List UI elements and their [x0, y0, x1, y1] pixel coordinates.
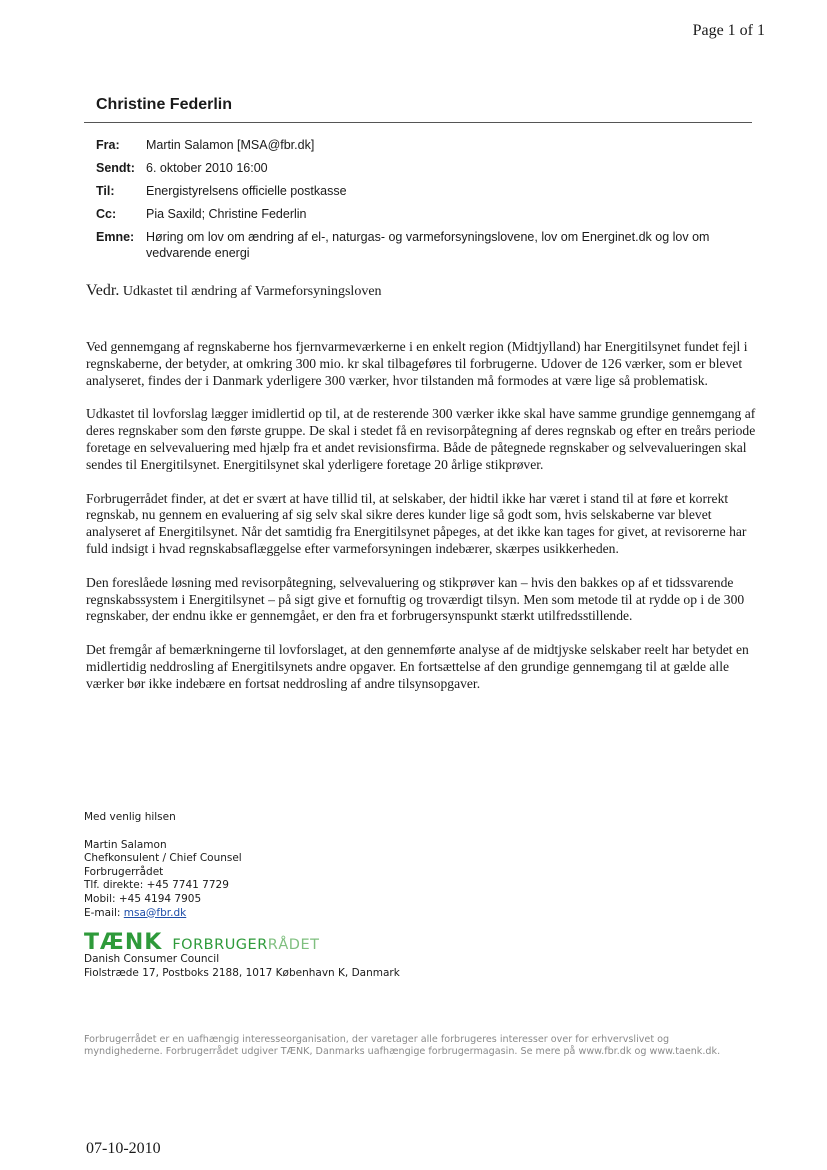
signature-title: Chefkonsulent / Chief Counsel	[84, 852, 242, 865]
header-value: Martin Salamon [MSA@fbr.dk]	[146, 138, 315, 152]
logo-raadet: RÅDET	[267, 937, 320, 953]
header-label: Fra:	[96, 138, 120, 152]
header-label: Emne:	[96, 230, 135, 244]
email-headers	[96, 137, 746, 268]
header-value: Energistyrelsens officielle postkasse	[146, 184, 347, 198]
body-paragraph: Den foreslåede løsning med revisorpåtegning, selvevaluering og stikprøver kan – hvis den bakkes op af et tidssvarende regnskabssystem i Energitilsynet – på sigt give et fornuftig og troværdigt tilsyn. Men som metode til at rydde op i de 300 regnskaber, der endnu ikke er gennemgået, er den fra et forbrugersynspunkt stærkt utilfredsstillende.	[86, 574, 745, 624]
header-label: Cc:	[96, 207, 117, 221]
org-english-name: Danish Consumer Council	[84, 953, 220, 965]
date-stamp: 07-10-2010	[86, 1140, 161, 1157]
page-number: Page 1 of 1	[692, 22, 765, 39]
subject-text: Udkastet til ændring af Varmeforsyningsloven	[122, 284, 382, 299]
org-address: Fiolstræde 17, Postboks 2188, 1017 København K, Danmark	[84, 966, 400, 979]
body-paragraph: Det fremgår af bemærkningerne til lovforslaget, at den gennemførte analyse af de midtjyske selskaber reelt har betydet en midlertidig neddrosling af Energitilsynets andre opgaver. En fortsættelse af den grundige gennemgang til at gælde alle værker bør ikke indebære en fortsat neddrosling af andre tilsynsopgaver.	[86, 642, 749, 691]
letter-subject	[86, 282, 382, 300]
signature-name: Martin Salamon	[84, 838, 167, 851]
header-subject	[96, 229, 746, 261]
signature-mobile: Mobil: +45 4194 7905	[84, 892, 202, 905]
header-sent	[96, 160, 746, 176]
signature-block	[84, 811, 684, 920]
signature-phone: Tlf. direkte: +45 7741 7729	[84, 879, 229, 892]
organization-info	[84, 953, 400, 980]
signature-greeting: Med venlig hilsen	[84, 811, 176, 823]
email-link[interactable]: msa@fbr.dk	[123, 906, 187, 919]
signature-org: Forbrugerrådet	[84, 865, 164, 878]
sender-name: Christine Federlin	[96, 96, 233, 113]
letter-body	[86, 339, 766, 710]
logo-forbruger: FORBRUGER	[172, 937, 268, 953]
forbrugerraadet-logo-text	[172, 937, 319, 953]
header-label: Sendt:	[96, 161, 135, 175]
body-paragraph: Forbrugerrådet finder, at det er svært at have tillid til, at selskaber, der hidtil ikke har været i stand til at føre et korrekt regnskab, nu gennem en evaluering af sig selv skal sikre deres kunder lige så godt som, hvis selskaberne var blevet analyseret af Energitilsynet. Når det samtidig fra Energitilsynet påpeges, at det ikke kan tages for givet, at revisorerne har fuld indsigt i hvad regnskabsaflæggelse efter varmeforsyningen indebærer, skærpes usikkerheden.	[86, 490, 747, 556]
signature-email-row	[84, 907, 684, 921]
body-paragraph: Udkastet til lovforslag lægger imidlertid op til, at de resterende 300 værker ikke skal have samme grundige gennemgang af deres regnskaber som den første gruppe. De skal i stedet få en revisorpåtegning af deres regnskab og efter en treårs periode foretage en selvevaluering med hjælp fra et andet revisionsfirma. Både de påtegnede regnskaber og selvevalueringen skal sendes til Energitilsynet. Energitilsynet skal yderligere foretage 20 årlige stikprøver.	[86, 406, 756, 472]
header-from	[96, 137, 746, 153]
footer-disclaimer: Forbrugerrådet er en uafhængig interesseorganisation, der varetager alle forbrugeres interesser over for erhvervslivet og myndighederne. Forbrugerrådet udgiver TÆNK, Danmarks uafhængige forbrugermagasin. Se mere på www.fbr.dk og www.taenk.dk.	[84, 1034, 721, 1058]
email-label: E-mail:	[84, 906, 124, 919]
body-paragraph: Ved gennemgang af regnskaberne hos fjernvarmeværkerne i en enkelt region (Midtjylland) har Energitilsynet fundet fejl i regnskaberne, der betyder, at omkring 300 mio. kr skal tilbageføres til forbrugerne. Udover de 126 værker, som er blevet analyseret, findes der i Danmark yderligere 300 værker, hvor tilstanden må formodes at være lige så problematisk.	[86, 339, 748, 388]
taenk-logo-text: TÆNK	[84, 930, 163, 955]
header-to	[96, 183, 746, 199]
header-value: Høring om lov om ændring af el-, naturgas- og varmeforsyningslovene, lov om Energinet.dk og lov om vedvarende energi	[146, 230, 710, 260]
header-label: Til:	[96, 184, 115, 198]
header-value: Pia Saxild; Christine Federlin	[146, 207, 307, 221]
taenk-forbrugerraadet-logo	[84, 930, 319, 955]
header-value: 6. oktober 2010 16:00	[146, 161, 268, 175]
header-divider	[84, 122, 752, 123]
header-cc	[96, 206, 746, 222]
subject-prefix: Vedr.	[86, 282, 120, 299]
